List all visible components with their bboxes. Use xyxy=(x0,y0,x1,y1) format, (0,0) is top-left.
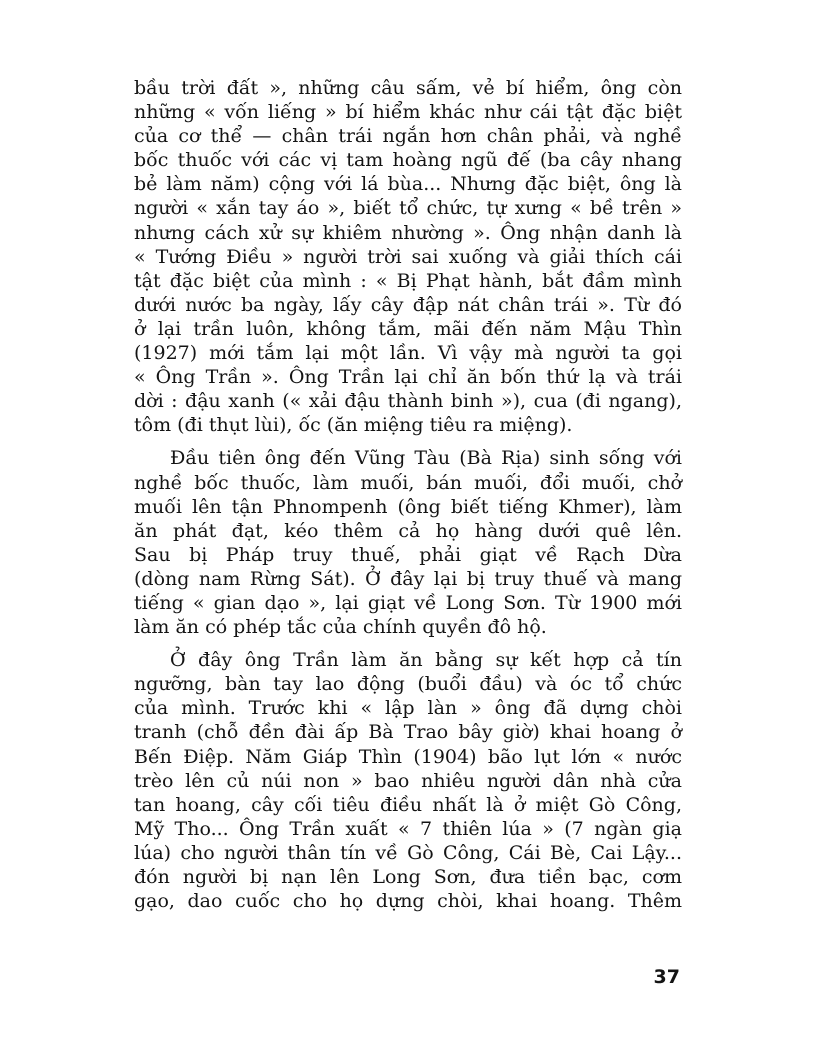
text-line: tật đặc biệt của mình : « Bị Phạt hành, bắt đầm mình xyxy=(134,269,682,292)
text-line: tiếng « gian dạo », lại giạt về Long Sơn. Từ 1900 mới xyxy=(134,591,682,614)
text-line: nghề bốc thuốc, làm muối, bán muối, đổi muối, chở xyxy=(134,471,682,494)
text-line: của mình. Trước khi « lập làn » ông đã dựng chòi xyxy=(134,697,682,720)
text-line: (dòng nam Rừng Sát). Ở đây lại bị truy thuế và mang xyxy=(134,567,682,590)
text-line: nhưng cách xử sự khiêm nhường ». Ông nhận danh là xyxy=(134,221,682,244)
text-line: Mỹ Tho... Ông Trần xuất « 7 thiên lúa » (7 ngàn giạ xyxy=(134,817,682,840)
paragraph-spacer xyxy=(134,437,682,446)
paragraph-spacer xyxy=(134,639,682,648)
text-line: « Ông Trần ». Ông Trần lại chỉ ăn bốn thứ lạ và trái xyxy=(134,366,682,389)
paragraph-3 xyxy=(134,648,682,913)
text-line: Bến Điệp. Năm Giáp Thìn (1904) bão lụt lớn « nước xyxy=(134,745,682,768)
paragraph-1 xyxy=(134,76,682,437)
text-line: Đầu tiên ông đến Vũng Tàu (Bà Rịa) sinh sống với xyxy=(170,447,682,470)
text-line: bẻ làm năm) cộng với lá bùa... Nhưng đặc biệt, ông là xyxy=(134,173,682,196)
text-line: tranh (chỗ đền đài ấp Bà Trao bây giờ) khai hoang ở xyxy=(134,721,682,744)
text-line: dưới nước ba ngày, lấy cây đập nát chân trái ». Từ đó xyxy=(134,293,682,316)
text-line: bầu trời đất », những câu sấm, vẻ bí hiểm, ông còn xyxy=(134,77,682,99)
text-line: « Tướng Điều » người trời sai xuống và giải thích cái xyxy=(134,245,682,268)
text-line: (1927) mới tắm lại một lần. Vì vậy mà người ta gọi xyxy=(134,342,682,365)
text-line: ở lại trần luôn, không tắm, mãi đến năm Mậu Thìn xyxy=(134,317,682,340)
text-line: ăn phát đạt, kéo thêm cả họ hàng dưới quê lên. xyxy=(134,519,682,542)
body-text xyxy=(134,76,682,913)
text-line: của cơ thể — chân trái ngắn hơn chân phải, và nghề xyxy=(134,125,682,148)
paragraph-2 xyxy=(134,446,682,639)
text-line: lúa) cho người thân tín về Gò Công, Cái Bè, Cai Lậy... xyxy=(134,841,682,864)
text-line: người « xắn tay áo », biết tổ chức, tự xưng « bề trên » xyxy=(134,197,682,220)
text-line: Ở đây ông Trần làm ăn bằng sự kết hợp cả tín xyxy=(170,649,682,672)
text-line: làm ăn có phép tắc của chính quyền đô hộ. xyxy=(134,616,547,639)
text-line: ngưỡng, bàn tay lao động (buổi đầu) và óc tổ chức xyxy=(134,673,682,696)
page-number: 37 xyxy=(653,966,680,988)
text-line: muối lên tận Phnompenh (ông biết tiếng Khmer), làm xyxy=(134,495,682,518)
text-line: những « vốn liếng » bí hiểm khác như cái tật đặc biệt xyxy=(134,101,682,124)
text-line: tôm (đi thụt lùi), ốc (ăn miệng tiêu ra miệng). xyxy=(134,414,573,437)
text-line: đón người bị nạn lên Long Sơn, đưa tiền bạc, cơm xyxy=(134,866,682,888)
text-line: trèo lên củ núi non » bao nhiêu người dân nhà cửa xyxy=(134,769,682,792)
text-line: tan hoang, cây cối tiêu điều nhất là ở miệt Gò Công, xyxy=(134,793,682,816)
text-line: gạo, dao cuốc cho họ dựng chòi, khai hoang. Thêm xyxy=(134,890,682,913)
text-line: dời : đậu xanh (« xải đậu thành binh »), cua (đi ngang), xyxy=(134,390,682,413)
text-line: bốc thuốc với các vị tam hoàng ngũ đế (ba cây nhang xyxy=(134,149,682,172)
text-line: Sau bị Pháp truy thuế, phải giạt về Rạch Dừa xyxy=(134,543,682,566)
